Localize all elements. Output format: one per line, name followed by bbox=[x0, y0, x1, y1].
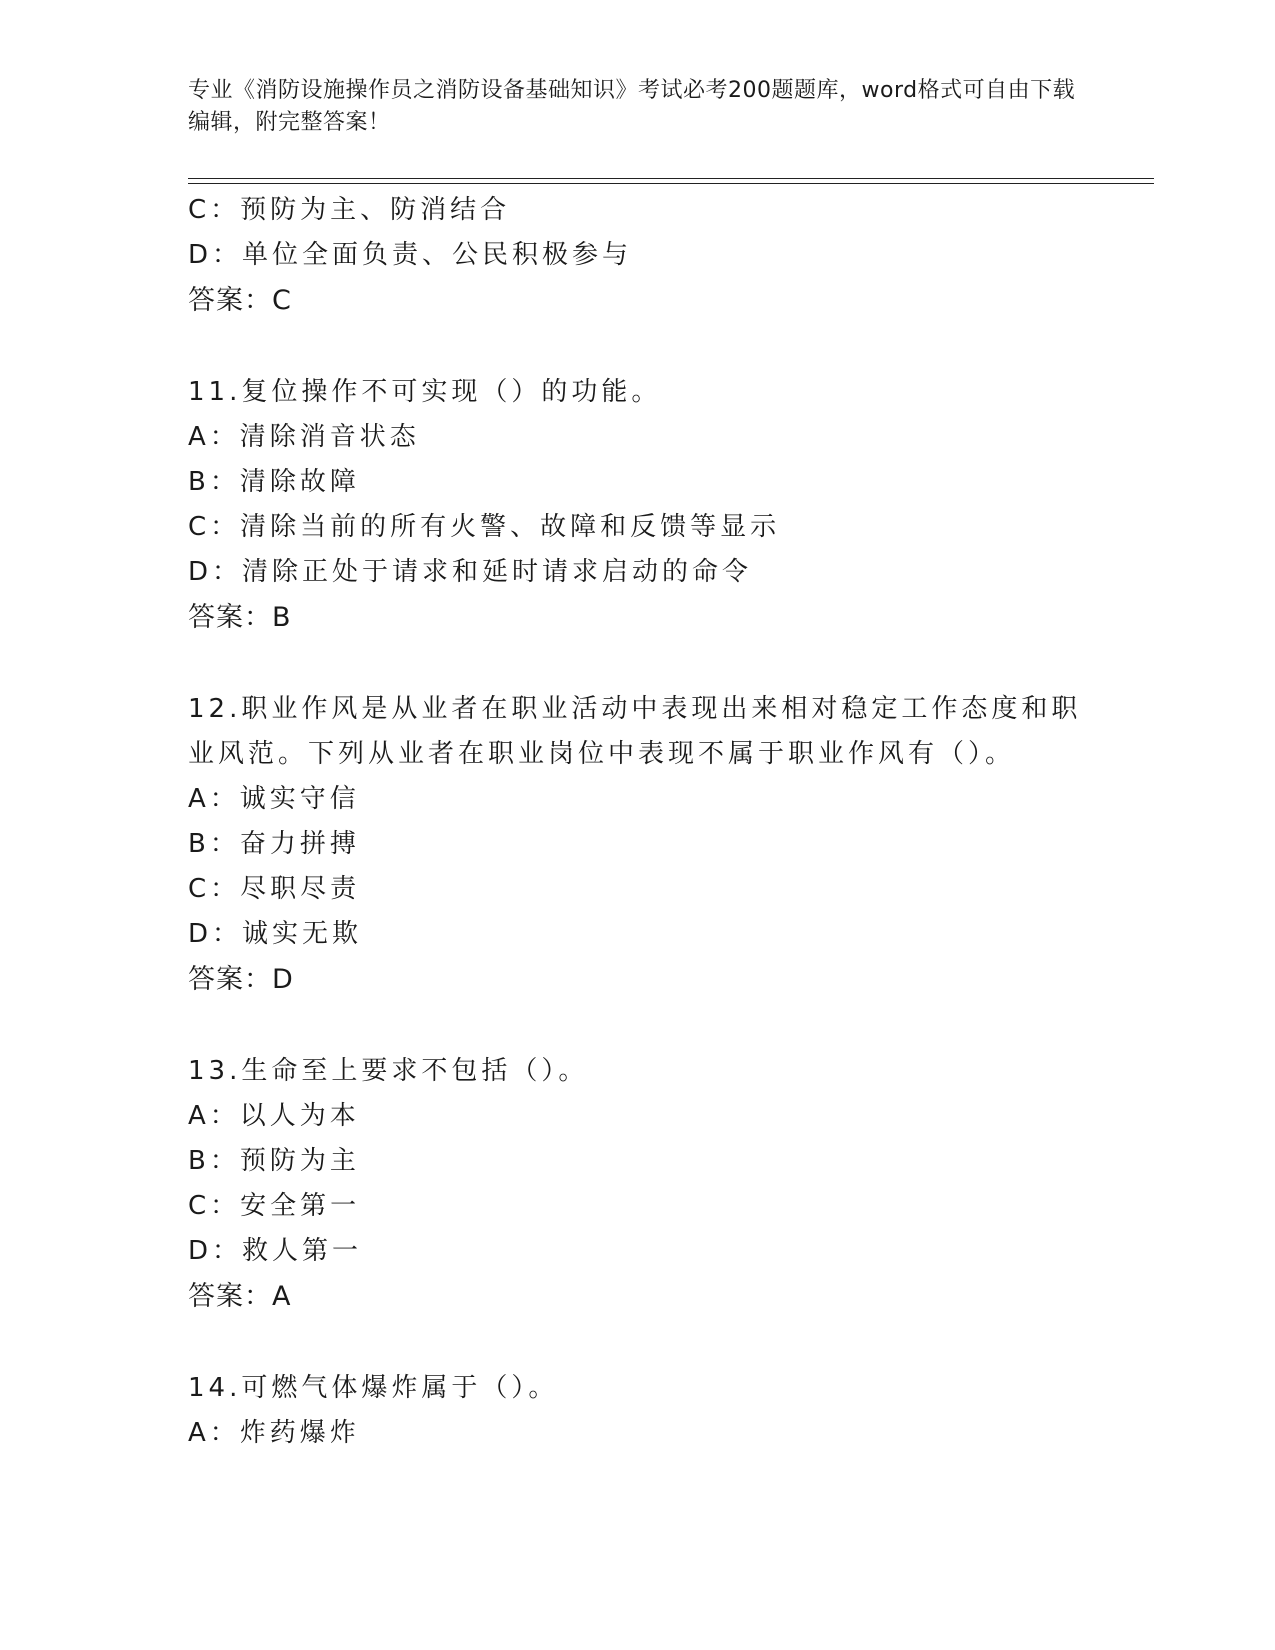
option-b: B：奋力拼搏 bbox=[188, 829, 360, 859]
option-d: D：诚实无欺 bbox=[188, 919, 363, 949]
answer-line: 答案：A bbox=[188, 1281, 292, 1312]
document-header: 专业《消防设施操作员之消防设备基础知识》考试必考200题题库，word格式可自由下载编辑，附完整答案！ bbox=[188, 78, 1076, 135]
question-title: 12.职业作风是从业者在职业活动中表现出来相对稳定工作态度和职业风范。下列从业者在职业岗位中表现不属于职业作风有（）。 bbox=[188, 694, 1082, 769]
spacer bbox=[188, 1319, 1088, 1366]
option-c: C：安全第一 bbox=[188, 1191, 361, 1221]
option-d: D：单位全面负责、公民积极参与 bbox=[188, 240, 633, 270]
option-d: D：救人第一 bbox=[188, 1236, 363, 1266]
question-title: 14.可燃气体爆炸属于（）。 bbox=[188, 1373, 559, 1403]
option-a: A：诚实守信 bbox=[188, 784, 360, 814]
question-prev bbox=[188, 188, 1088, 323]
question-14 bbox=[188, 1366, 1088, 1456]
answer-line: 答案：D bbox=[188, 964, 294, 995]
option-c: C：预防为主、防消结合 bbox=[188, 195, 511, 225]
header-rule-top bbox=[188, 178, 1154, 179]
option-a: A：以人为本 bbox=[188, 1101, 360, 1131]
option-c: C：清除当前的所有火警、故障和反馈等显示 bbox=[188, 512, 781, 542]
question-11 bbox=[188, 370, 1088, 640]
spacer bbox=[188, 1002, 1088, 1049]
answer-line: 答案：C bbox=[188, 285, 292, 316]
option-c: C：尽职尽责 bbox=[188, 874, 361, 904]
question-12 bbox=[188, 687, 1088, 1002]
answer-line: 答案：B bbox=[188, 602, 292, 633]
question-13 bbox=[188, 1049, 1088, 1319]
option-d: D：清除正处于请求和延时请求启动的命令 bbox=[188, 557, 753, 587]
question-list bbox=[188, 188, 1088, 1456]
question-title: 11.复位操作不可实现（）的功能。 bbox=[188, 377, 662, 407]
option-a: A：清除消音状态 bbox=[188, 422, 420, 452]
spacer bbox=[188, 640, 1088, 687]
spacer bbox=[188, 323, 1088, 370]
header-rule-bottom bbox=[188, 183, 1154, 184]
option-b: B：预防为主 bbox=[188, 1146, 360, 1176]
question-title: 13.生命至上要求不包括（）。 bbox=[188, 1056, 589, 1086]
option-b: B：清除故障 bbox=[188, 467, 360, 497]
option-a: A：炸药爆炸 bbox=[188, 1418, 360, 1448]
